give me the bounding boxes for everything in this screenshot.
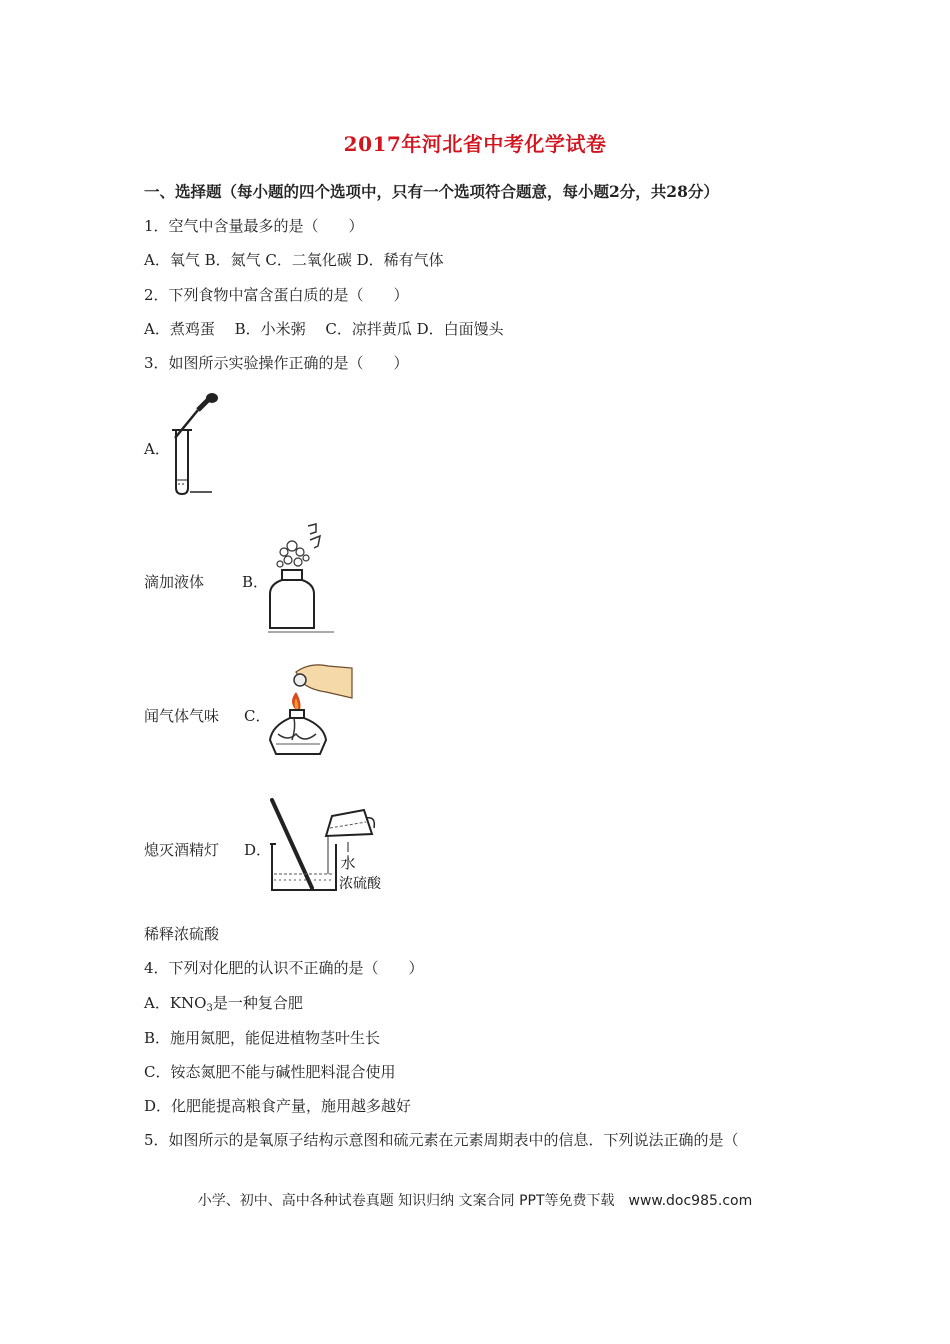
dilution-beaker-figure	[266, 796, 390, 900]
option-c-caption: 熄灭酒精灯	[144, 841, 220, 859]
question-1-options: A．氧气 B．氮气 C．二氧化碳 D．稀有气体	[144, 251, 444, 269]
question-3-stem: 3．如图所示实验操作正确的是（ ）	[144, 354, 409, 372]
question-2-stem: 2．下列食物中富含蛋白质的是（ ）	[144, 286, 409, 304]
option-a-letter: A．	[144, 440, 170, 458]
question-4-option-b: B．施用氮肥，能促进植物茎叶生长	[144, 1029, 381, 1047]
option-a-caption: 滴加液体	[144, 573, 205, 591]
question-1-stem: 1．空气中含量最多的是（ ）	[144, 217, 364, 235]
question-4-option-d: D．化肥能提高粮食产量，施用越多越好	[144, 1097, 412, 1115]
question-4-option-c: C．铵态氮肥不能与碱性肥料混合使用	[144, 1063, 396, 1081]
question-4-option-a	[144, 993, 303, 1019]
section-heading: 一、选择题（每小题的四个选项中，只有一个选项符合题意，每小题2分，共28分）	[144, 182, 719, 201]
gas-bottle-figure	[264, 522, 336, 636]
question-2-options: A．煮鸡蛋 B．小米粥 C．凉拌黄瓜 D．白面馒头	[144, 320, 504, 338]
alcohol-lamp-figure	[266, 658, 354, 762]
water-label: 水	[340, 854, 356, 872]
option-a-text-pre: A．KNO	[144, 994, 207, 1012]
option-b-caption: 闻气体气味	[144, 707, 220, 725]
subscript-3: 3	[206, 1003, 213, 1014]
option-c-letter: C．	[244, 707, 271, 725]
option-a-text-post: 是一种复合肥	[212, 994, 303, 1012]
page-title: 2017年河北省中考化学试卷	[343, 132, 607, 156]
acid-label: 浓硫酸	[339, 876, 381, 892]
page-footer: 小学、初中、高中各种试卷真题 知识归纳 文案合同 PPT等免费下载 www.doc985.com	[197, 1193, 753, 1209]
dropper-test-tube-figure	[162, 392, 226, 498]
question-5-stem: 5．如图所示的是氧原子结构示意图和硫元素在元素周期表中的信息．下列说法正确的是（	[144, 1131, 739, 1149]
option-d-caption: 稀释浓硫酸	[144, 925, 220, 943]
option-d-letter: D．	[244, 841, 272, 859]
question-4-stem: 4．下列对化肥的认识不正确的是（ ）	[144, 959, 424, 977]
option-b-letter: B．	[242, 573, 269, 591]
